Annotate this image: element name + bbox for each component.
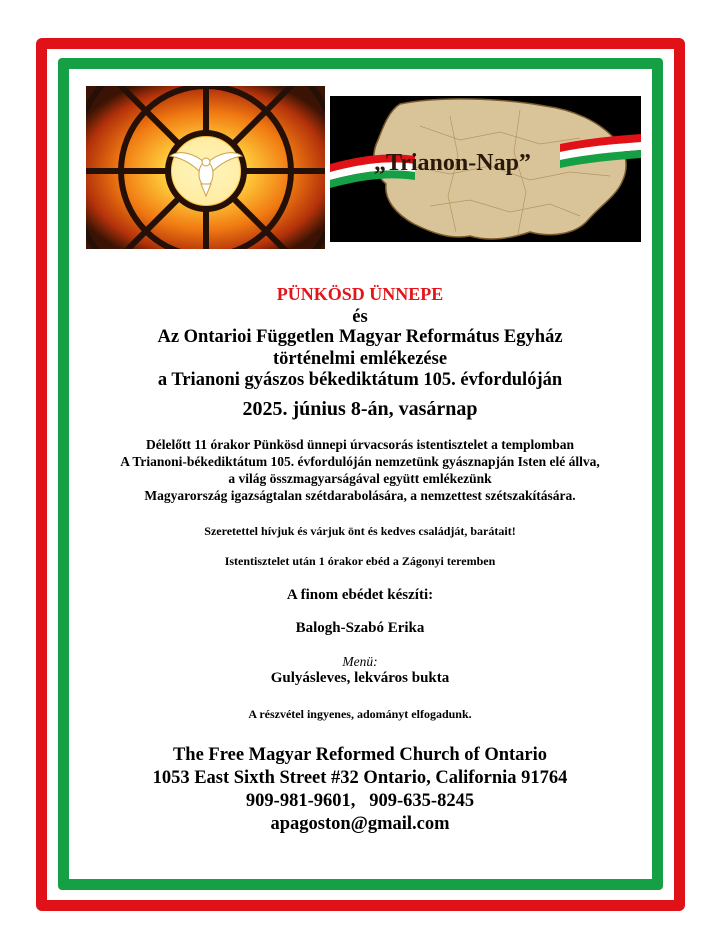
cook-name: Balogh-Szabó Erika bbox=[295, 620, 425, 636]
program-line-1: Délelőtt 11 órakor Pünkösd ünnepi úrvacsorás istentisztelet a templomban bbox=[146, 437, 574, 452]
footer-phones: 909-981-9601, 909-635-8245 bbox=[245, 791, 475, 811]
trianon-nap-title: „Trianon-Nap” bbox=[374, 150, 531, 176]
invitation-text: Szeretettel hívjuk és várjuk önt és kedves családját, barátait! bbox=[204, 524, 516, 538]
feast-title: PÜNKÖSD ÜNNEPE bbox=[276, 284, 444, 304]
lunch-text: Istentisztelet után 1 órakor ebéd a Zágonyi teremben bbox=[224, 554, 496, 568]
program-line-2: A Trianoni-békediktátum 105. évfordulóján nemzetünk gyásznapján Isten elé állva, bbox=[120, 454, 600, 469]
program-line-3: a világ összmagyarságával együtt emlékezünk bbox=[228, 471, 492, 486]
menu-label: Menü: bbox=[342, 654, 378, 669]
memorial-line: történelmi emlékezése bbox=[272, 349, 448, 369]
church-line: Az Ontarioi Független Magyar Református Egyház bbox=[157, 327, 563, 347]
free-note: A részvétel ingyenes, adományt elfogadunk. bbox=[248, 707, 472, 721]
footer-address: 1053 East Sixth Street #32 Ontario, California 91764 bbox=[152, 768, 568, 788]
footer-church-name: The Free Magyar Reformed Church of Ontario bbox=[172, 745, 548, 765]
program-line-4: Magyarország igazságtalan szétdarabolására, a nemzettest szétszakítására. bbox=[144, 488, 576, 503]
cook-label: A finom ebédet készíti: bbox=[286, 587, 434, 603]
anniversary-line: a Trianoni gyászos békediktátum 105. évfordulóján bbox=[157, 370, 563, 390]
event-date: 2025. június 8-án, vasárnap bbox=[242, 398, 478, 420]
footer-email: apagoston@gmail.com bbox=[270, 814, 450, 834]
conjunction: és bbox=[352, 307, 368, 327]
menu-items: Gulyásleves, lekváros bukta bbox=[270, 670, 450, 686]
